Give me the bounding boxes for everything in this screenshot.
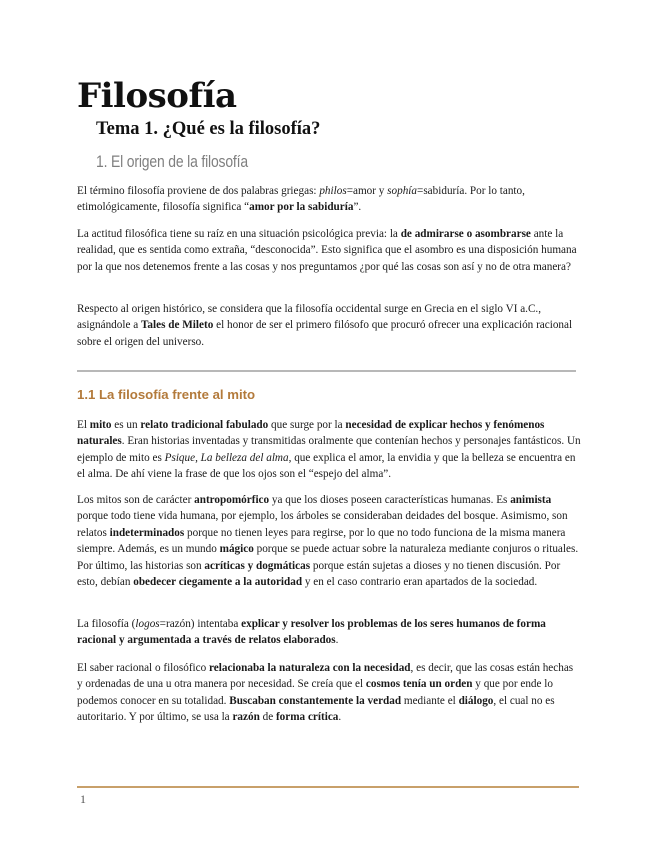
text-run-italic: logos [135,618,160,630]
text-run-bold: Tales de Mileto [141,319,214,332]
text-run-bold: razón [232,711,260,724]
text-run: porque todo tiene vida humana, por ejemplo, los árboles se consideraban deidades del bosque. Asimismo, son relatos [77,510,568,539]
text-run-bold: antropomórfico [194,494,270,506]
paragraph-philosophical-attitude [77,226,581,275]
text-run-italic: sophía [387,185,418,197]
text-run: El término filosofía proviene de dos palabras griegas: [77,185,320,197]
text-run: =razón) intentaba [159,618,242,630]
page-number: 1 [80,792,86,806]
text-run-bold: Buscaban constantemente la verdad [229,694,402,707]
text-run-bold: explicar y resolver los problemas de los seres humanos de forma racional y argumentada a través de relatos elaborados [77,618,546,647]
text-run: Respecto al origen histórico, se considera que la filosofía occidental surge en Grecia en el siglo VI a.C., asignándole a [77,303,542,332]
paragraph-mito-definition [77,417,581,483]
paragraph-rational-knowledge [77,660,581,726]
text-run-bold: mito [89,419,112,431]
text-run-bold: amor por la sabiduría [249,201,354,214]
text-run: =sabiduría. Por lo tanto, etimológicamente, filosofía significa “ [77,185,525,214]
text-run-bold: relato tradicional fabulado [140,419,269,431]
text-run: . [335,634,339,647]
text-run: ”. [353,201,362,214]
text-run-bold: indeterminados [109,526,185,539]
text-run: =amor y [346,185,388,197]
text-run: Los mitos son de carácter [77,494,195,506]
text-run: La filosofía ( [77,618,136,630]
text-run: El saber racional o filosófico [77,662,210,674]
text-run-bold: necesidad de explicar hechos y fenómenos naturales [77,419,545,448]
text-run-bold: diálogo [458,694,494,707]
subsection-heading: 1.1 La filosofía frente al mito [77,387,256,402]
paragraph-logos [77,616,581,649]
text-run: mediante el [401,694,459,707]
text-run: y en el caso contrario eran apartados de la sociedad. [302,576,538,589]
text-run: y que por ende lo podemos conocer en su totalidad. [77,678,553,707]
text-run: el honor de ser el primero filósofo que procuró ofrecer una explicación racional sobre el origen del universo. [77,319,573,348]
text-run: , es decir, que las cosas están hechas y ordenadas de una u otra manera por necesidad. Se creía que el [77,662,574,691]
text-run-bold: animista [510,494,552,506]
text-run-italic: philos [319,185,347,197]
document-title: Filosofía [77,76,237,116]
text-run: es un [111,419,141,431]
text-run: La actitud filosófica tiene su raíz en una situación psicológica previa: la [77,228,401,240]
text-run-bold: relacionaba la naturaleza con la necesidad [209,662,411,674]
text-run: que surge por la [268,419,346,431]
text-run-bold: mágico [219,543,254,556]
text-run-bold: forma crítica [275,711,339,724]
paragraph-mito-characteristics [77,492,581,590]
text-run-bold: cosmos tenía un orden [365,678,473,691]
text-run: El [77,419,90,431]
text-run: . Eran historias inventadas y transmitidas oralmente que contenían hechos y personajes fantásticos. Un ejemplo de mito es [77,435,581,464]
paragraph-etymology [77,183,581,216]
text-run-bold: obedecer ciegamente a la autoridad [133,576,303,589]
text-run: de [259,711,276,724]
topic-subtitle: Tema 1. ¿Qué es la filosofía? [96,119,321,139]
text-run: porque se puede actuar sobre la naturaleza mediante conjuros o rituales. Por último, las historias son [77,543,579,572]
text-run-bold: de admirarse o asombrarse [400,228,531,240]
section-heading: 1. El origen de la filosofía [96,152,248,171]
text-run-bold: acríticas y dogmáticas [204,559,311,572]
text-run: , el cual no es autoritario. Y por último, se usa la [77,694,555,724]
section-divider [77,370,576,372]
text-run: porque no tienen leyes para regirse, por lo que no todo funciona de la misma manera siempre. Además, es un mundo [77,526,566,556]
text-run: ante la realidad, que es sentida como extraña, “desconocida”. Esto significa que el asombro es una disposición humana por la que nos detenemos frente a las cosas y nos preguntamos ¿por qué las cosas son así y no de otra manera? [77,228,577,273]
text-run: . [338,711,342,724]
text-run-italic: Psique, La belleza del alma [164,451,289,464]
text-run: porque están sujetas a dioses y no tienen discusión. Por esto, debían [77,559,561,589]
text-run: ya que los dioses poseen características humanas. Es [269,494,511,506]
paragraph-historical-origin [77,301,581,350]
footer-divider [77,786,579,788]
text-run: , que explica el amor, la envidia y que la belleza se encuentra en el alma. De ahí viene la frase de que los ojos son el “espejo del alma”. [77,451,576,481]
